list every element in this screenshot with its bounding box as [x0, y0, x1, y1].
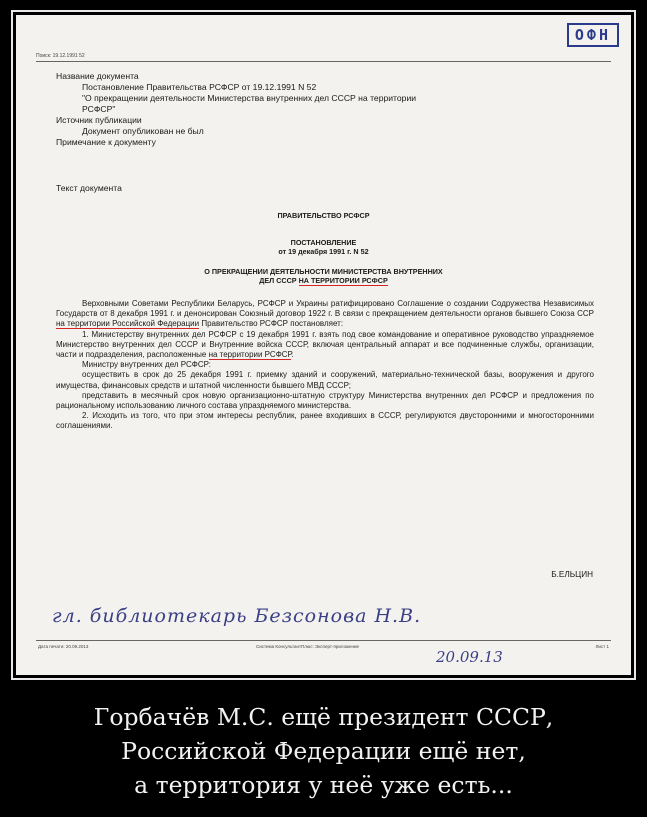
doc-title — [56, 267, 591, 285]
signature-name: Б.ЕЛЬЦИН — [551, 570, 593, 579]
doc-type: ПОСТАНОВЛЕНИЕ — [290, 238, 357, 247]
paragraph-1: 1. Министерству внутренних дел РСФСР с 19 декабря 1991 г. взять под свое командование и оперативное руководство упраздняемое Министерство внутренних дел СССР и Внутренние войска СССР, включая центральный аппарат и все подчиненные службы, организации, части и подразделения, расположенные на территории РСФСР. — [56, 329, 594, 360]
underlined-territory-rf: на территории Российской Федерации — [56, 319, 200, 329]
paragraph-structure: представить в месячный срок новую организационно-штатную структуру Министерства внутренних дел РСФСР и предложения по рациональному использованию личного состава упраздняемого министерства. — [56, 390, 594, 411]
doc-title-line-2: ДЕЛ СССР — [259, 276, 299, 285]
underlined-territory-rsfsr: на территории РСФСР — [208, 350, 292, 360]
footer-system: Система КонсультантПлюс: Эксперт-приложение — [256, 644, 360, 649]
paragraph-2: 2. Исходить из того, что при этом интересы республик, ранее входивших в СССР, регулируются двусторонними и многосторонними соглашениями. — [56, 411, 594, 431]
ofn-stamp: ОФН — [567, 23, 619, 47]
source-label: Источник публикации — [56, 115, 142, 125]
paragraph-minister: Министру внутренних дел РСФСР: — [82, 360, 212, 370]
doc-date: от 19 декабря 1991 г. N 52 — [278, 247, 369, 256]
caption — [0, 700, 647, 802]
footer-print-date: Дата печати: 20.09.2013 — [38, 644, 89, 649]
paragraph-preamble: Верховными Советами Республики Беларусь, РСФСР и Украины ратифицировано Соглашение о создании Содружества Независимых Государств от 8 декабря 1991 г. и денонсирован Союзный договор 1922 г. В связи с прекращением деятельности органов бывшего Союза ССР на территории Российской Федерации Правительство РСФСР постановляет: — [56, 299, 594, 329]
caption-line-3: а территория у неё уже есть... — [134, 771, 513, 799]
title-label: Название документа — [56, 71, 139, 81]
footer-divider — [36, 640, 611, 641]
text-label: Текст документа — [56, 183, 122, 193]
underlined-territory-title: НА ТЕРРИТОРИИ РСФСР — [298, 276, 388, 285]
note-label: Примечание к документу — [56, 137, 156, 147]
source-value: Документ опубликован не был — [82, 126, 204, 136]
footer-page: Лист 1 — [595, 644, 609, 649]
title-line-3: РСФСР" — [82, 104, 116, 114]
handwritten-date: 20.09.13 — [436, 648, 503, 666]
document-meta — [56, 71, 596, 148]
caption-line-2: Российской Федерации ещё нет, — [121, 737, 526, 765]
document-page — [16, 15, 631, 675]
issuer: ПРАВИТЕЛЬСТВО РСФСР — [277, 211, 370, 220]
paragraph-accept: осуществить в срок до 25 декабря 1991 г. приемку зданий и сооружений, материально-технической базы, вооружения и другого имущества, финансовых средств и штатной численности бывшего МВД СССР; — [56, 370, 594, 390]
print-date: Поиск: 19.12.1991 52 — [36, 53, 85, 59]
title-line-1: Постановление Правительства РСФСР от 19.12.1991 N 52 — [82, 82, 317, 92]
handwritten-note: гл. библиотекарь Безсонова Н.В. — [52, 605, 422, 627]
caption-line-1: Горбачёв М.С. ещё президент СССР, — [93, 703, 554, 731]
title-line-2: "О прекращении деятельности Министерства внутренних дел СССР на территории — [82, 93, 417, 103]
doc-title-line-1: О ПРЕКРАЩЕНИИ ДЕЯТЕЛЬНОСТИ МИНИСТЕРСТВА ВНУТРЕННИХ — [204, 267, 443, 276]
header-divider — [36, 61, 611, 62]
document-body — [56, 299, 594, 432]
